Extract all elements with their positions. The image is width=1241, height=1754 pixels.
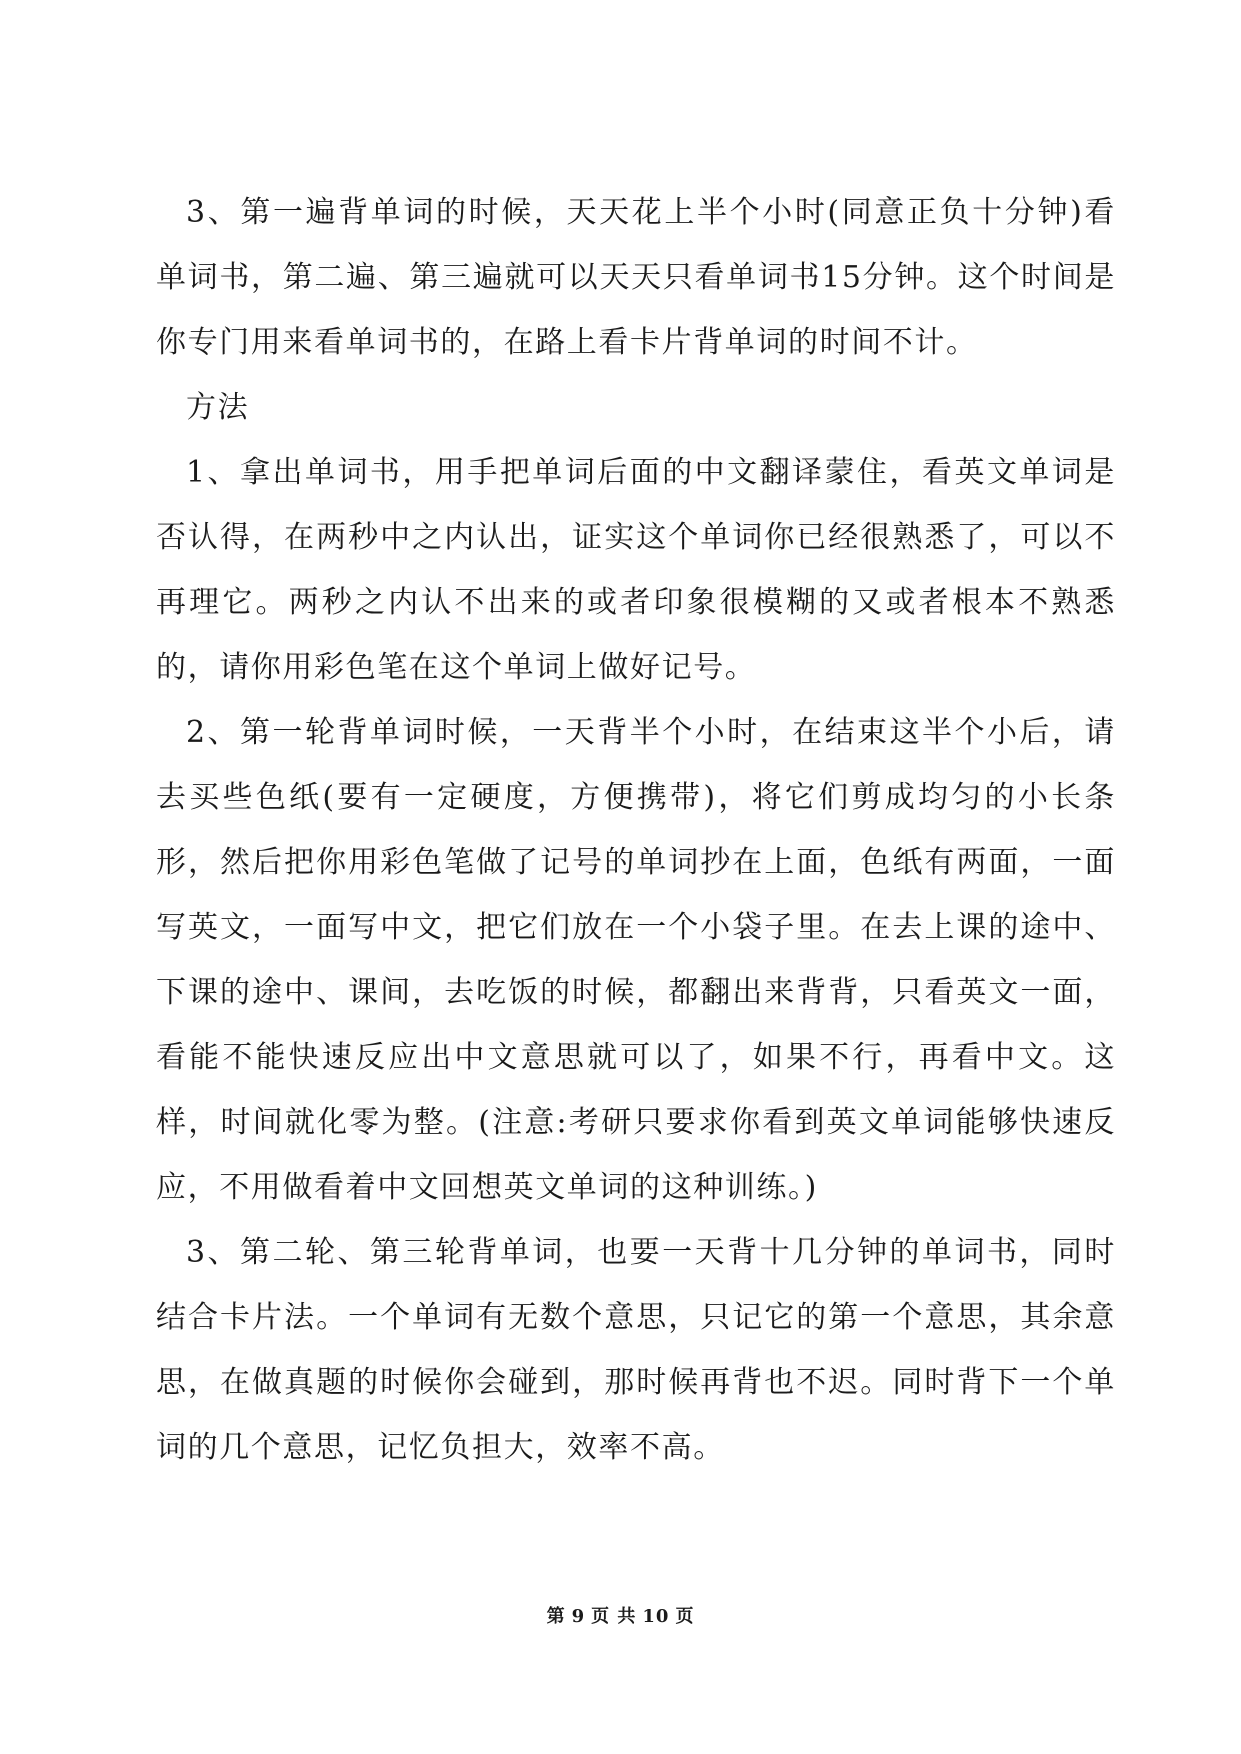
paragraph-method-2: 2、第一轮背单词时候，一天背半个小时，在结束这半个小后，请去买些色纸(要有一定硬度，方便携带)，将它们剪成均匀的小长条形，然后把你用彩色笔做了记号的单词抄在上面，色纸有两面，一面写英文，一面写中文，把它们放在一个小袋子里。在去上课的途中、下课的途中、课间，去吃饭的时候，都翻出来背背，只看英文一面，看能不能快速反应出中文意思就可以了，如果不行，再看中文。这样，时间就化零为整。(注意:考研只要求你看到英文单词能够快速反应，不用做看着中文回想英文单词的这种训练。) (156, 715, 1116, 1205)
section-heading-method: 方法 (186, 390, 250, 425)
footer-current-page: 9 (571, 1606, 586, 1627)
footer-mid: 页 共 (591, 1606, 637, 1627)
document-body (156, 180, 1116, 1480)
paragraph-method-3: 3、第二轮、第三轮背单词，也要一天背十几分钟的单词书，同时结合卡片法。一个单词有无数个意思，只记它的第一个意思，其余意思，在做真题的时候你会碰到，那时候再背也不迟。同时背下一个单词的几个意思，记忆负担大，效率不高。 (156, 1235, 1116, 1465)
footer-prefix: 第 (546, 1606, 566, 1627)
paragraph-method-1: 1、拿出单词书，用手把单词后面的中文翻译蒙住，看英文单词是否认得，在两秒中之内认出，证实这个单词你已经很熟悉了，可以不再理它。两秒之内认不出来的或者印象很模糊的又或者根本不熟悉的，请你用彩色笔在这个单词上做好记号。 (156, 455, 1116, 685)
page-footer (0, 1602, 1241, 1628)
footer-suffix: 页 (675, 1606, 695, 1627)
footer-total-pages: 10 (642, 1606, 670, 1627)
paragraph-step-3-first-pass: 3、第一遍背单词的时候，天天花上半个小时(同意正负十分钟)看单词书，第二遍、第三遍就可以天天只看单词书15分钟。这个时间是你专门用来看单词书的，在路上看卡片背单词的时间不计。 (156, 195, 1116, 360)
